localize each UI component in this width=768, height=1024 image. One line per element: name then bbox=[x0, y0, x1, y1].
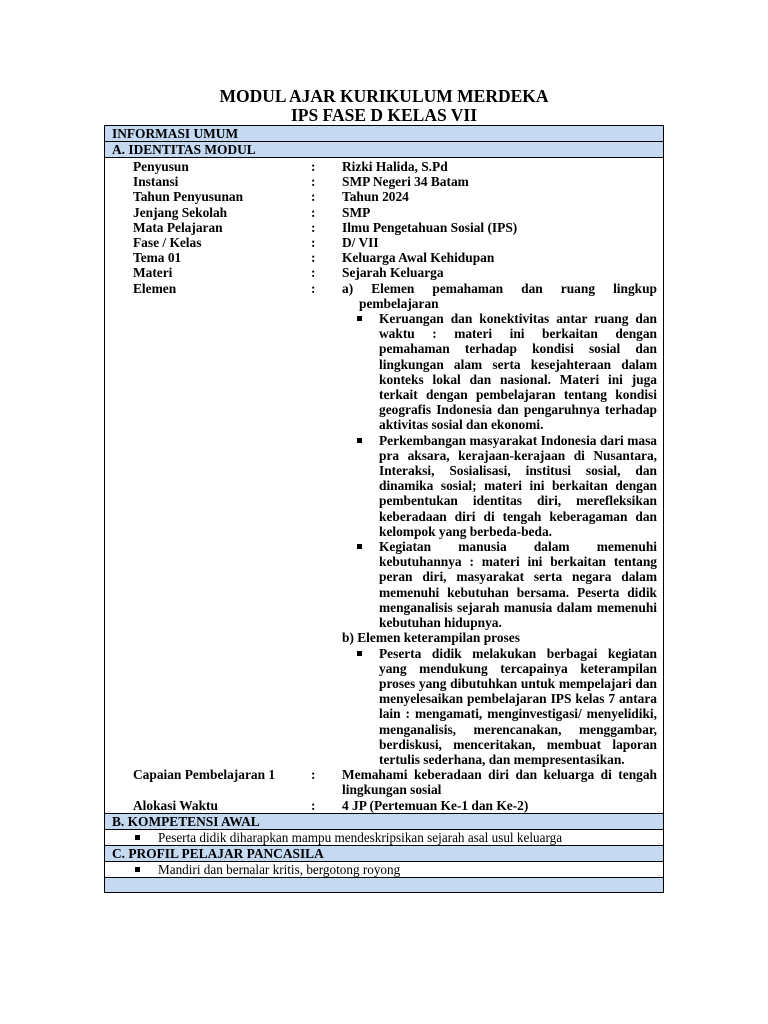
list-item bbox=[342, 433, 657, 539]
alokasi-row bbox=[105, 798, 663, 813]
list-item-text: Peserta didik diharapkan mampu mendeskripsikan sejarah asal usul keluarga bbox=[158, 829, 563, 845]
square-bullet-icon bbox=[135, 835, 140, 840]
row-label: Materi bbox=[133, 265, 173, 281]
row-value: Tahun 2024 bbox=[342, 189, 409, 205]
identity-row bbox=[105, 174, 663, 189]
row-label: Instansi bbox=[133, 174, 179, 190]
row-label: Alokasi Waktu bbox=[133, 797, 218, 813]
informasi-umum-header: INFORMASI UMUM bbox=[105, 126, 663, 142]
identity-row bbox=[105, 159, 663, 174]
row-value: Ilmu Pengetahuan Sosial (IPS) bbox=[342, 219, 518, 235]
square-bullet-icon bbox=[357, 316, 362, 321]
row-colon: : bbox=[311, 250, 316, 266]
list-item-text: Mandiri dan bernalar kritis, bergotong royong bbox=[158, 861, 401, 877]
row-colon: : bbox=[311, 189, 316, 205]
row-label: Tema 01 bbox=[133, 250, 182, 266]
identitas-modul-header: A. IDENTITAS MODUL bbox=[105, 142, 663, 158]
row-label: Tahun Penyusunan bbox=[133, 189, 244, 205]
list-item bbox=[342, 539, 657, 630]
row-colon: : bbox=[311, 159, 316, 174]
row-colon: : bbox=[311, 235, 316, 251]
identity-row bbox=[105, 265, 663, 280]
profil-pelajar-item bbox=[105, 862, 663, 878]
row-colon: : bbox=[311, 797, 316, 813]
row-value: Sejarah Keluarga bbox=[342, 265, 444, 281]
row-label: Penyusun bbox=[133, 159, 189, 174]
kompetensi-awal-item bbox=[105, 830, 663, 846]
document-title: MODUL AJAR KURIKULUM MERDEKA bbox=[219, 86, 549, 106]
empty-header-row bbox=[105, 878, 663, 893]
row-label: Elemen bbox=[133, 280, 177, 296]
elemen-b-list bbox=[342, 646, 657, 768]
row-colon: : bbox=[311, 204, 316, 220]
elemen-a-heading: a) Elemen pemahaman dan ruang lingkup pembelajaran bbox=[342, 280, 657, 311]
row-label: Fase / Kelas bbox=[133, 235, 202, 251]
square-bullet-icon bbox=[357, 651, 362, 656]
row-label: Mata Pelajaran bbox=[133, 219, 223, 235]
identity-row bbox=[105, 205, 663, 220]
list-item-text: Keruangan dan konektivitas antar ruang dan waktu : materi ini berkaitan dengan pemahaman terhadap kondisi sosial dan lingkungan alam serta kesejahteraan dalam konteks lokal dan nasional. Materi ini juga terkait dengan pembelajaran tentang kondisi geografis Indonesia dan pengaruhnya terhadap aktivitas sosial dan ekonomi. bbox=[379, 311, 657, 433]
row-value: Memahami keberadaan diri dan keluarga di tengah lingkungan sosial bbox=[342, 767, 657, 798]
list-item-text: Peserta didik melakukan berbagai kegiatan yang mendukung tercapainya keterampilan proses yang dibutuhkan untuk mempelajari dan menyelesaikan pembelajaran IPS kelas 7 antara lain : mengamati, menginvestigasi/ menyelidiki, menganalisis, merencanakan, menggambar, berdiskusi, menceritakan, membuat laporan tertulis sederhana, dan mempresentasikan. bbox=[379, 645, 657, 767]
row-label: Capaian Pembelajaran 1 bbox=[133, 767, 276, 783]
list-item bbox=[342, 311, 657, 433]
list-item-text: Kegiatan manusia dalam memenuhi kebutuhannya : materi ini berkaitan tentang peran diri, masyarakat serta negara dalam memenuhi kebutuhan bersama. Peserta didik menganalisis sejarah manusia dalam memenuhi kebutuhan hidupnya. bbox=[379, 539, 657, 631]
row-colon: : bbox=[311, 280, 316, 296]
square-bullet-icon bbox=[357, 438, 362, 443]
identitas-modul-body bbox=[105, 158, 663, 814]
identity-row bbox=[105, 189, 663, 204]
row-value: Keluarga Awal Kehidupan bbox=[342, 250, 495, 266]
module-table bbox=[104, 125, 664, 893]
elemen-content bbox=[342, 281, 657, 768]
profil-pelajar-header: C. PROFIL PELAJAR PANCASILA bbox=[105, 846, 663, 862]
kompetensi-awal-header: B. KOMPETENSI AWAL bbox=[105, 814, 663, 830]
row-colon: : bbox=[311, 265, 316, 281]
identity-row bbox=[105, 235, 663, 250]
elemen-a-list bbox=[342, 311, 657, 630]
document-subtitle: IPS FASE D KELAS VII bbox=[290, 105, 478, 125]
list-item-text: Perkembangan masyarakat Indonesia dari masa pra aksara, kerajaan-kerajaan di Nusantara, Interaksi, Sosialisasi, institusi sosial, dan dinamika sosial; materi ini berkaitan dengan pembentukan identitas diri, merefleksikan keberadaan diri di tengah keberagaman dan kelompok yang berbeda-beda. bbox=[379, 432, 657, 539]
row-colon: : bbox=[311, 767, 316, 783]
row-colon: : bbox=[311, 174, 316, 190]
identity-row bbox=[105, 250, 663, 265]
row-value: Rizki Halida, S.Pd bbox=[342, 159, 448, 174]
elemen-b-heading: b) Elemen keterampilan proses bbox=[342, 630, 520, 646]
capaian-row bbox=[105, 767, 663, 797]
square-bullet-icon bbox=[135, 867, 140, 872]
elemen-row bbox=[105, 281, 663, 768]
row-value: SMP Negeri 34 Batam bbox=[342, 174, 469, 190]
list-item bbox=[342, 646, 657, 768]
row-colon: : bbox=[311, 219, 316, 235]
row-value: SMP bbox=[342, 204, 371, 220]
row-value: 4 JP (Pertemuan Ke-1 dan Ke-2) bbox=[342, 797, 529, 813]
identity-row bbox=[105, 220, 663, 235]
row-value: D/ VII bbox=[342, 235, 379, 251]
row-label: Jenjang Sekolah bbox=[133, 204, 228, 220]
square-bullet-icon bbox=[357, 544, 362, 549]
